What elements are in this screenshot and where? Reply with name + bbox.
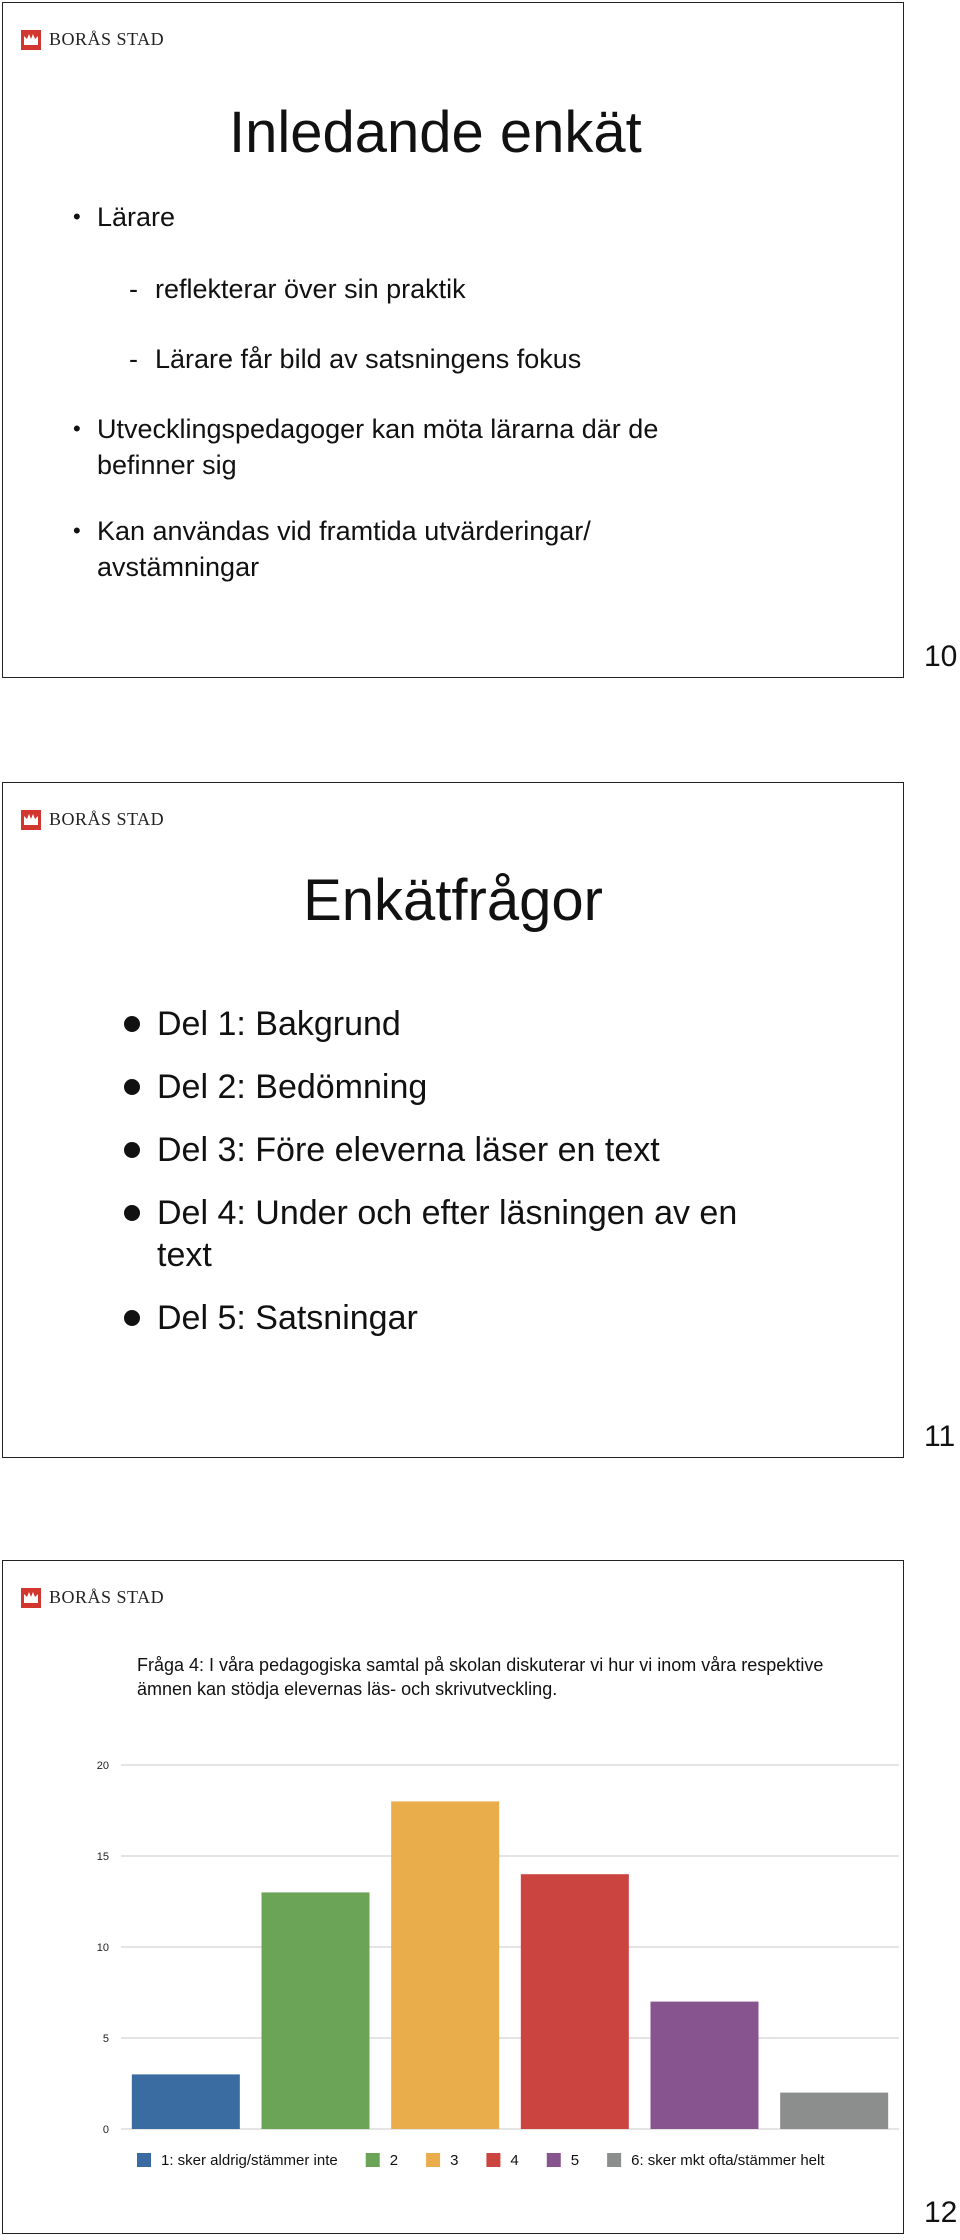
legend-label: 2 [389, 2152, 399, 2169]
slide-11 [2, 782, 904, 1458]
brand-logo [21, 29, 164, 50]
list-item-text: Del 2: Bedömning [157, 1068, 428, 1106]
brand-name: BORÅS STAD [49, 29, 165, 49]
y-tick-label: 5 [102, 2033, 109, 2045]
legend-swatch [486, 2153, 500, 2167]
bullet-icon [124, 1142, 140, 1158]
bar-chart [3, 1561, 903, 2233]
legend-label: 5 [570, 2152, 580, 2169]
legend-swatch [366, 2153, 380, 2167]
borås-crest-icon [21, 810, 41, 830]
slide-12 [2, 1560, 904, 2234]
list-item-text: Del 1: Bakgrund [157, 1005, 401, 1043]
slide-title: Enkätfrågor [303, 868, 603, 933]
question-text: Fråga 4: I våra pedagogiska samtal på skolan diskuterar vi hur vi inom våra respektive ämnen kan stödja elevernas läs- och skrivutveckling. [137, 1655, 824, 1699]
bar [262, 1892, 370, 2129]
legend-label: 4 [510, 2152, 519, 2169]
list-item [157, 1297, 797, 1339]
y-tick-label: 0 [102, 2124, 109, 2136]
list-item [157, 1066, 797, 1108]
sub-item-text: reflekterar över sin praktik [155, 274, 466, 304]
bullet-text-cont: avstämningar [97, 552, 260, 582]
bullet-text: Lärare [97, 202, 176, 232]
legend-swatch [607, 2153, 621, 2167]
bullet-icon: • [73, 416, 81, 441]
dash-icon: - [129, 274, 138, 304]
bullet-item [73, 199, 176, 235]
bullet-icon [124, 1205, 140, 1221]
legend-label: 1: sker aldrig/stämmer inte [161, 2152, 338, 2169]
brand-name: BORÅS STAD [49, 809, 165, 829]
bullet-icon [124, 1079, 140, 1095]
brand-logo [21, 809, 164, 830]
brand-name: BORÅS STAD [49, 1587, 165, 1607]
sub-item-text: Lärare får bild av satsningens fokus [155, 344, 582, 374]
bar [651, 2002, 759, 2129]
slide-number: 12 [924, 2196, 958, 2229]
list-item-text: Del 3: Före eleverna läser en text [157, 1131, 660, 1169]
bullet-icon [124, 1016, 140, 1032]
bullet-icon [124, 1310, 140, 1326]
sub-item [129, 341, 582, 377]
bar [391, 1801, 499, 2129]
legend-swatch [547, 2153, 561, 2167]
legend-swatch [137, 2153, 151, 2167]
legend-label: 6: sker mkt ofta/stämmer helt [631, 2152, 825, 2169]
legend-label: 3 [450, 2152, 459, 2169]
sub-item [129, 271, 466, 307]
y-tick-label: 15 [96, 1851, 109, 1863]
list-item [157, 1192, 797, 1276]
list-item [157, 1003, 797, 1045]
bar [780, 2093, 888, 2129]
slide-number: 11 [924, 1420, 956, 1453]
slide-title: Inledande enkät [229, 100, 642, 165]
bullet-item [73, 411, 659, 483]
bullet-text: Kan användas vid framtida utvärderingar/ [97, 516, 591, 546]
bullet-icon: • [73, 204, 81, 229]
dash-icon: - [129, 344, 138, 374]
legend-swatch [426, 2153, 440, 2167]
y-tick-label: 10 [96, 1942, 109, 1954]
slide-10 [2, 2, 904, 678]
list-item-text: Del 5: Satsningar [157, 1299, 418, 1337]
list-item [157, 1129, 797, 1171]
y-tick-label: 20 [96, 1760, 109, 1772]
bullet-item [73, 513, 591, 585]
bullet-text-cont: befinner sig [97, 450, 237, 480]
bar [521, 1874, 629, 2129]
borås-crest-icon [21, 30, 41, 50]
bullet-icon: • [73, 518, 81, 543]
bar [132, 2074, 240, 2129]
survey-parts-list [157, 1003, 797, 1360]
bullet-text: Utvecklingspedagoger kan möta lärarna där de [97, 414, 659, 444]
list-item-text: Del 4: Under och efter läsningen av en text [157, 1194, 738, 1274]
slide-number: 10 [924, 640, 958, 673]
